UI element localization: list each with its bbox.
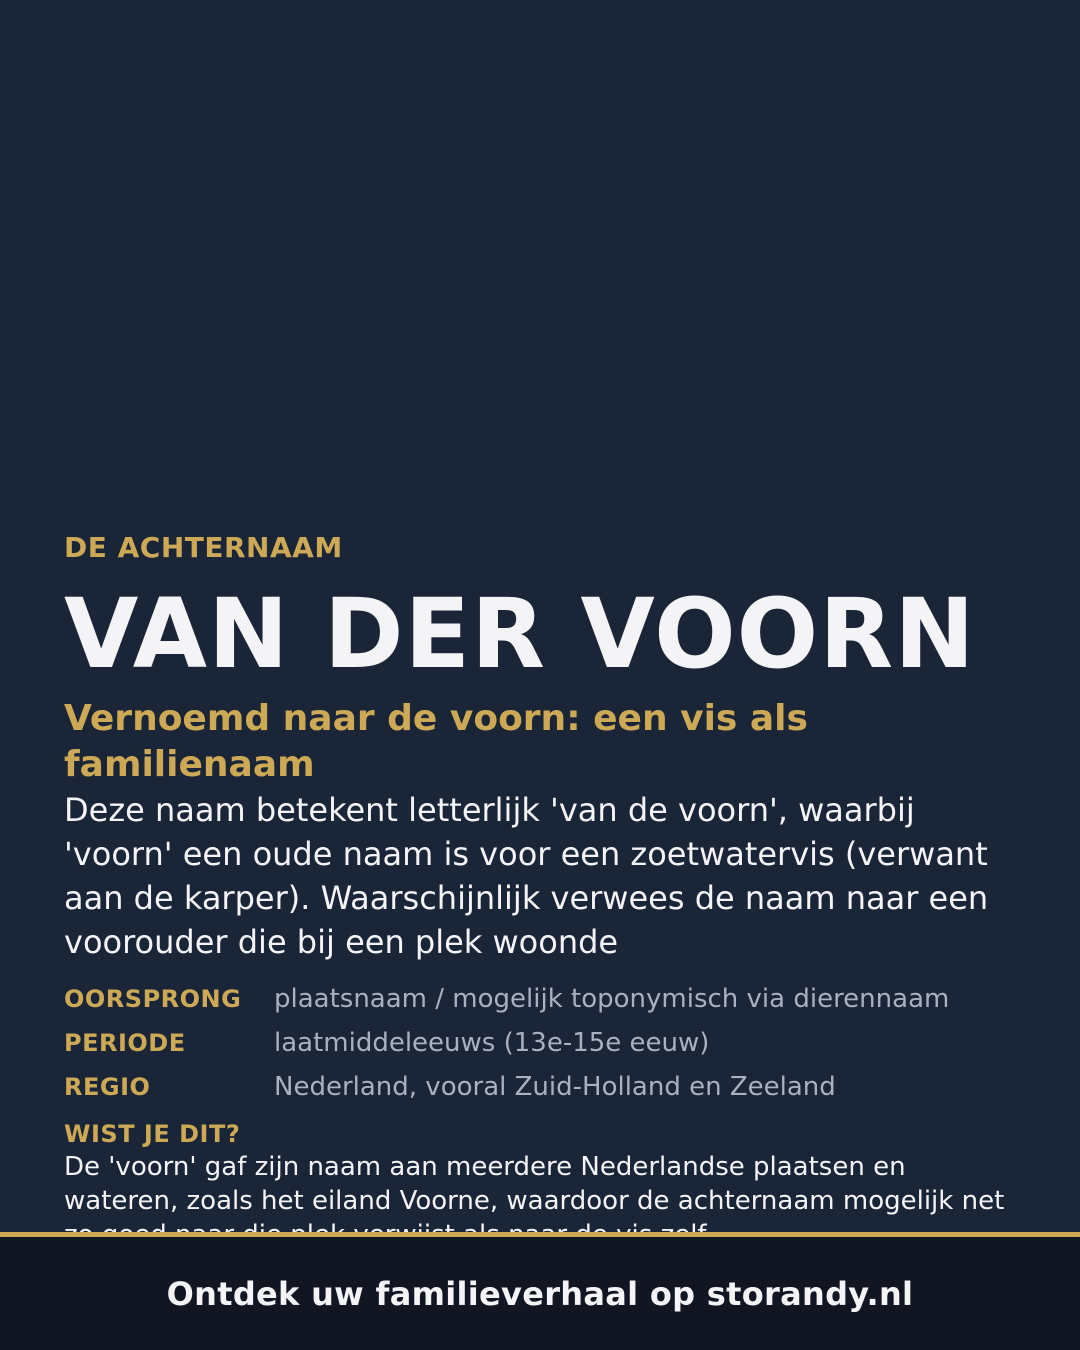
- fact-row-region: [64, 1072, 1024, 1116]
- surname-card: [64, 528, 1024, 1252]
- surname-tagline: Vernoemd naar de voorn: een vis als familienaam: [64, 698, 808, 785]
- fact-label: OORSPRONG: [64, 985, 242, 1013]
- did-you-know-text: De 'voorn' gaf zijn naam aan meerdere Nederlandse plaatsen en wateren, zoals het eiland Voorne, waardoor de achternaam mogelijk net: [64, 1152, 1005, 1216]
- fact-value: laatmiddeleeuws (13e-15e eeuw): [274, 1028, 710, 1058]
- fact-label: PERIODE: [64, 1029, 186, 1057]
- fact-row-origin: [64, 984, 1024, 1028]
- footer-banner: [0, 1237, 1080, 1350]
- did-you-know-label: WIST JE DIT?: [64, 1120, 241, 1148]
- facts-list: [64, 984, 1024, 1116]
- surname-title: VAN DER VOORN: [64, 578, 976, 690]
- fact-row-period: [64, 1028, 1024, 1072]
- surname-description: Deze naam betekent letterlijk 'van de voorn', waarbij 'voorn' een oude naam is voor een zoetwatervis (verwant aan de karper). Waarschijnlijk verwees de naam naar een voorouder die bij een plek woonde: [64, 791, 989, 961]
- fact-label: REGIO: [64, 1073, 151, 1101]
- kicker-label: DE ACHTERNAAM: [64, 531, 343, 564]
- fact-value: Nederland, vooral Zuid-Holland en Zeeland: [274, 1072, 836, 1102]
- fact-value: plaatsnaam / mogelijk toponymisch via dierennaam: [274, 984, 950, 1014]
- footer-cta-link[interactable]: Ontdek uw familieverhaal op storandy.nl: [166, 1274, 914, 1313]
